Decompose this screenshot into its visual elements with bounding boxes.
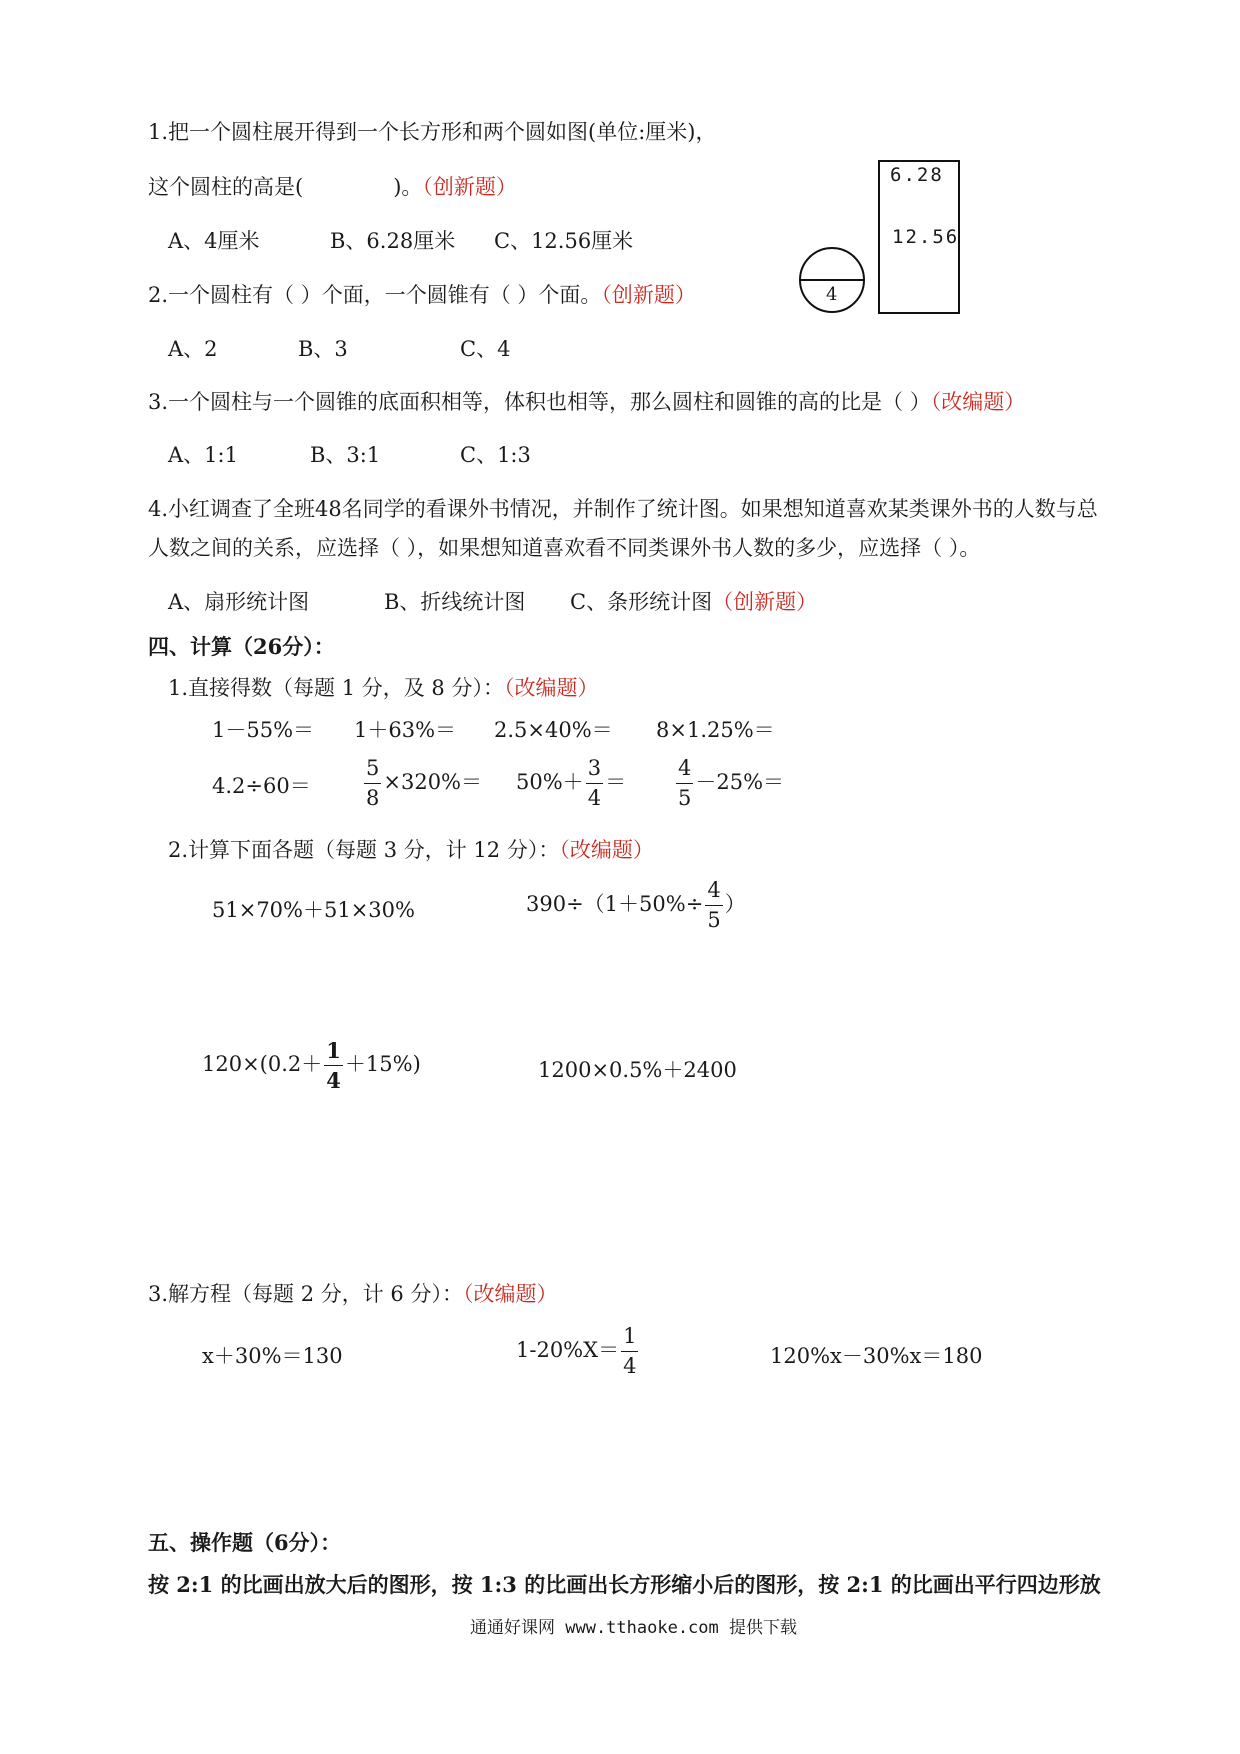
calc-2: 390÷（1＋50%÷ $\frac{4}{5}$ ） — [526, 878, 746, 932]
q3-text — [148, 390, 1025, 415]
mental-math-8: $\frac{4}{5}$ －25%＝ — [678, 756, 785, 810]
q2-option-b: B、3 — [298, 337, 348, 361]
mental-math-5: 4.2÷60＝ — [212, 774, 311, 798]
q3-option-c: C、1:3 — [460, 443, 531, 467]
q4-option-a: A、扇形统计图 — [168, 590, 310, 614]
fraction: $\frac{4}{5}$ — [707, 878, 721, 932]
q1-stem-end: )。 — [393, 175, 423, 199]
q1-option-c: C、12.56厘米 — [494, 229, 634, 253]
s4-part1-title — [168, 676, 598, 701]
q1-tag: （创新题） — [422, 175, 517, 199]
s4-part1-tag: （改编题） — [503, 676, 599, 700]
q1-line1: 1.把一个圆柱展开得到一个长方形和两个圆如图(单位:厘米)， — [148, 120, 717, 144]
calc-1: 51×70%＋51×30% — [212, 898, 415, 922]
q4-option-c — [570, 590, 817, 615]
circle-diameter-label: 4 — [826, 284, 838, 305]
section-5-heading: 五、操作题（6分）： — [148, 1530, 342, 1555]
rect-width-label: 12.56 — [892, 226, 960, 248]
mental-math-6: $\frac{5}{8}$ ×320%＝ — [366, 756, 483, 810]
q4-tag: （创新题） — [712, 590, 818, 614]
rect-height-label: 6.28 — [890, 164, 944, 186]
s4-part3-title — [148, 1282, 557, 1307]
q2-option-c: C、4 — [460, 337, 511, 361]
mental-math-1: 1－55%＝ — [212, 718, 315, 742]
s4-part2-title — [168, 838, 654, 863]
equation-2: 1-20%X＝ $\frac{1}{4}$ — [516, 1324, 637, 1378]
fraction: $\frac{4}{5}$ — [678, 756, 692, 810]
q4-line2: 人数之间的关系，应选择（ ），如果想知道喜欢看不同类课外书人数的多少，应选择（ ）。 — [148, 536, 981, 560]
q2-stem: 2.一个圆柱有（ ）个面，一个圆锥有（ ）个面。 — [148, 283, 602, 307]
fraction: $\frac{1}{4}$ — [326, 1038, 341, 1093]
mental-math-3: 2.5×40%＝ — [494, 718, 613, 742]
q4-option-c-label: C、条形统计图 — [570, 590, 713, 614]
q1-option-a: A、4厘米 — [168, 229, 260, 253]
q2-text — [148, 283, 696, 308]
q4-option-b: B、折线统计图 — [384, 590, 526, 614]
q1-stem: 这个圆柱的高是( — [148, 175, 304, 199]
calc-3: 120×(0.2＋ $\frac{1}{4}$ ＋15%) — [202, 1038, 421, 1093]
equation-1: x＋30%＝130 — [202, 1344, 343, 1368]
s4-part3-tag: （改编题） — [462, 1282, 558, 1306]
mental-math-2: 1＋63%＝ — [354, 718, 457, 742]
q2-tag: （创新题） — [601, 283, 696, 307]
q1-option-b: B、6.28厘米 — [330, 229, 456, 253]
mental-math-7: 50%＋ $\frac{3}{4}$ ＝ — [516, 756, 627, 810]
calc-4: 1200×0.5%＋2400 — [538, 1058, 737, 1082]
section-4-heading: 四、计算（26分）： — [148, 634, 335, 659]
s5-instruction: 按 2:1 的比画出放大后的图形，按 1:3 的比画出长方形缩小后的图形，按 2:1 的比画出平行四边形放 — [148, 1572, 1101, 1597]
s4-part2-title-text: 2.计算下面各题（每题 3 分，计 12 分）： — [168, 838, 560, 862]
q3-stem: 3.一个圆柱与一个圆锥的底面积相等，体积也相等，那么圆柱和圆锥的高的比是（ ） — [148, 390, 931, 414]
q1-line2 — [148, 175, 517, 200]
s4-part1-title-text: 1.直接得数（每题 1 分，及 8 分）： — [168, 676, 504, 700]
q3-tag: （改编题） — [930, 390, 1026, 414]
mental-math-4: 8×1.25%＝ — [656, 718, 775, 742]
fraction: $\frac{3}{4}$ — [587, 756, 602, 810]
equation-3: 120%x－30%x＝180 — [770, 1344, 983, 1368]
s4-part2-tag: （改编题） — [559, 838, 654, 862]
q3-option-a: A、1:1 — [168, 443, 238, 467]
q2-option-a: A、2 — [168, 337, 218, 361]
fraction: $\frac{5}{8}$ — [366, 756, 380, 810]
page-footer: 通通好课网 www.tthaoke.com 提供下载 — [470, 1618, 797, 1638]
q3-option-b: B、3:1 — [310, 443, 381, 467]
fraction: $\frac{1}{4}$ — [623, 1324, 637, 1378]
s4-part3-title-text: 3.解方程（每题 2 分，计 6 分）： — [148, 1282, 463, 1306]
q4-line1: 4.小红调查了全班48名同学的看课外书情况，并制作了统计图。如果想知道喜欢某类课外书的人数与总 — [148, 497, 1098, 521]
